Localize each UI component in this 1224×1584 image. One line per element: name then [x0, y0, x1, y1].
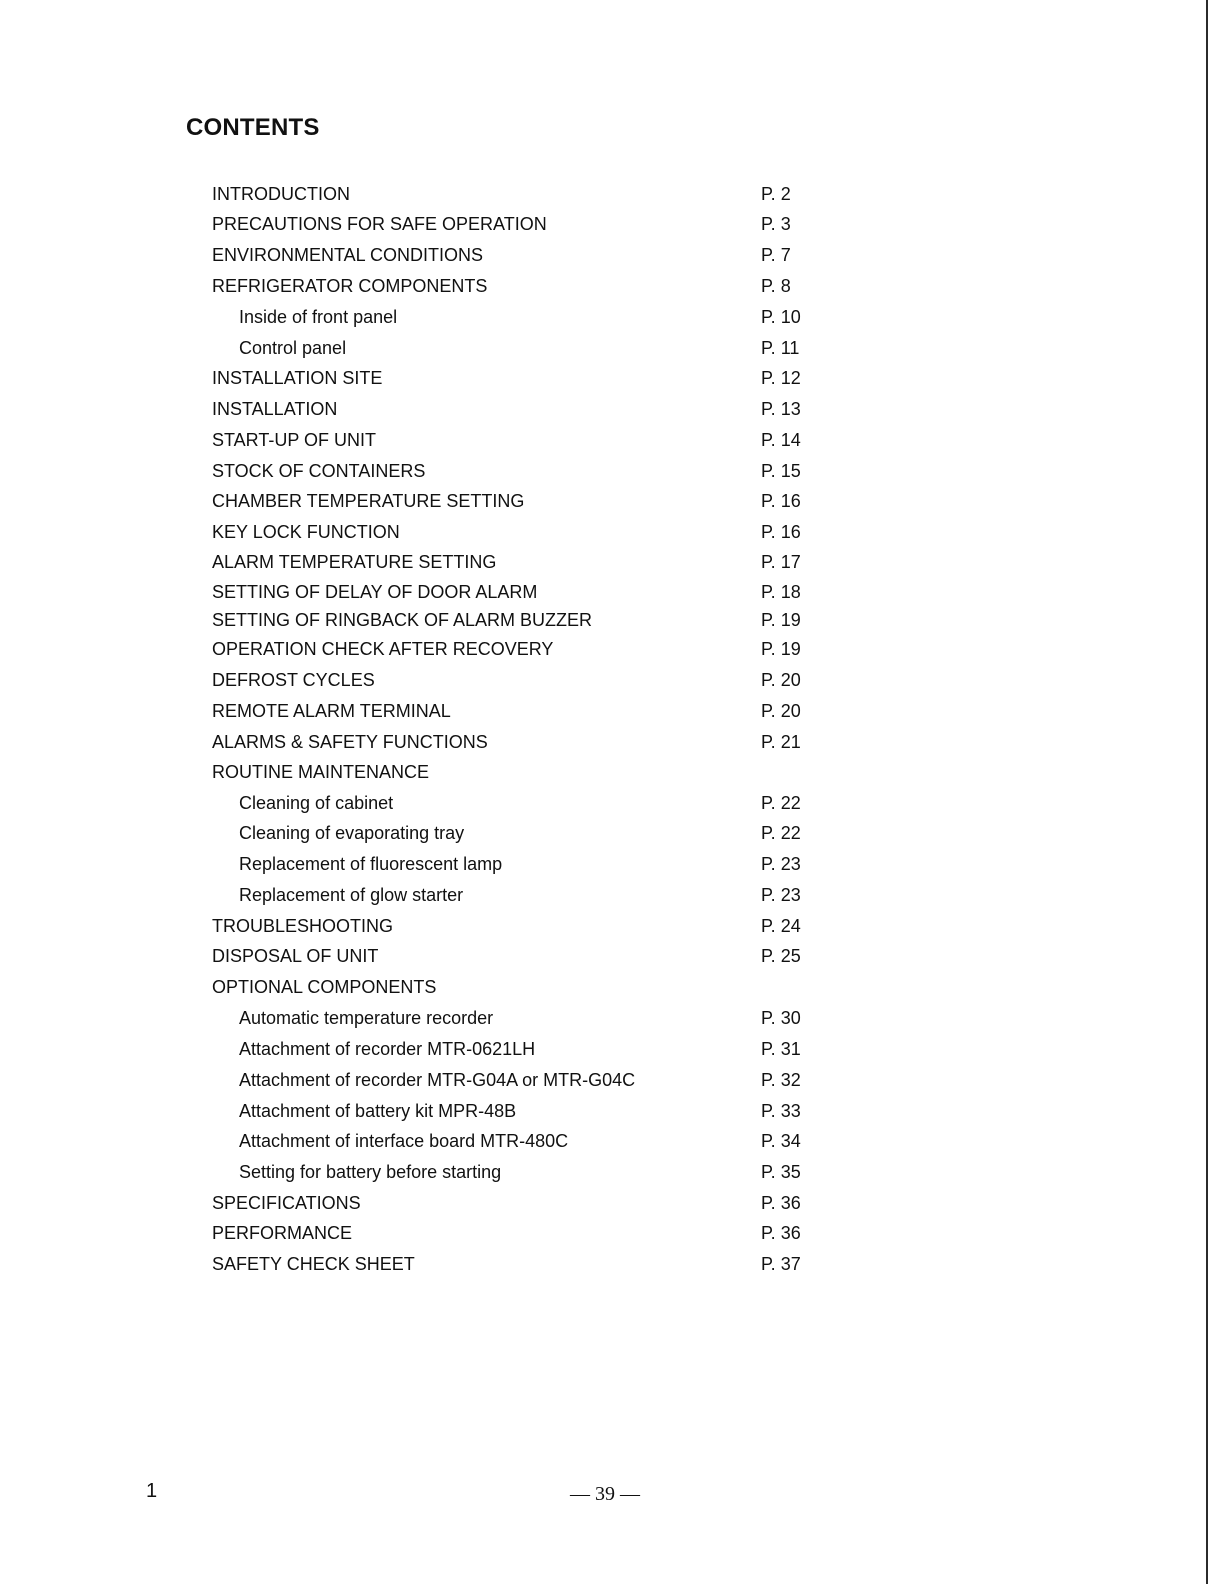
toc-entry-label: DISPOSAL OF UNIT	[212, 946, 379, 966]
toc-subentry	[0, 854, 1224, 878]
toc-subentry	[0, 307, 1224, 331]
toc-entry	[0, 762, 1224, 786]
toc-entry	[0, 245, 1224, 269]
toc-subentry	[0, 793, 1224, 817]
toc-entry	[0, 701, 1224, 725]
toc-entry-page: P. 30	[761, 1008, 801, 1028]
toc-subentry	[0, 338, 1224, 362]
toc-entry-label: INTRODUCTION	[212, 184, 350, 204]
toc-entry-page: P. 23	[761, 885, 801, 905]
toc-entry	[0, 276, 1224, 300]
toc-entry-label: Control panel	[239, 338, 347, 358]
toc-entry	[0, 491, 1224, 515]
toc-entry	[0, 639, 1224, 663]
toc-entry-label: Attachment of recorder MTR-0621LH	[239, 1039, 536, 1059]
toc-entry-page: P. 19	[761, 610, 801, 630]
toc-entry-label: REFRIGERATOR COMPONENTS	[212, 276, 488, 296]
toc-entry-page: P. 11	[761, 338, 800, 358]
toc-entry	[0, 368, 1224, 392]
toc-entry-page: P. 17	[761, 552, 801, 572]
toc-entry	[0, 1223, 1224, 1247]
toc-subentry	[0, 1039, 1224, 1063]
toc-entry-page: P. 20	[761, 670, 801, 690]
toc-entry-label: TROUBLESHOOTING	[212, 916, 394, 936]
page-title: CONTENTS	[186, 114, 320, 141]
toc-entry-page: P. 25	[761, 946, 801, 966]
toc-entry-page: P. 34	[761, 1131, 801, 1151]
toc-entry-label: Attachment of recorder MTR-G04A or MTR-G04C	[239, 1070, 636, 1090]
toc-entry-page: P. 23	[761, 854, 801, 874]
toc-entry-label: ROUTINE MAINTENANCE	[212, 762, 430, 782]
toc-entry-label: OPERATION CHECK AFTER RECOVERY	[212, 639, 554, 659]
toc-entry-label: SPECIFICATIONS	[212, 1193, 361, 1213]
toc-subentry	[0, 823, 1224, 847]
toc-entry-page: P. 10	[761, 307, 801, 327]
toc-entry-page: P. 8	[761, 276, 791, 296]
toc-entry-label: PRECAUTIONS FOR SAFE OPERATION	[212, 214, 547, 234]
toc-entry-label: REMOTE ALARM TERMINAL	[212, 701, 451, 721]
toc-entry-page: P. 36	[761, 1223, 801, 1243]
toc-entry-label: INSTALLATION SITE	[212, 368, 383, 388]
toc-entry-page: P. 33	[761, 1101, 801, 1121]
toc-entry-label: ALARM TEMPERATURE SETTING	[212, 552, 497, 572]
toc-entry-page: P. 22	[761, 793, 801, 813]
toc-entry-label: Attachment of battery kit MPR-48B	[239, 1101, 517, 1121]
toc-entry-label: CHAMBER TEMPERATURE SETTING	[212, 491, 525, 511]
toc-entry-label: KEY LOCK FUNCTION	[212, 522, 400, 542]
toc-subentry	[0, 1008, 1224, 1032]
toc-entry	[0, 670, 1224, 694]
toc-entry-page: P. 12	[761, 368, 801, 388]
toc-entry-page: P. 31	[761, 1039, 801, 1059]
toc-entry-label: PERFORMANCE	[212, 1223, 353, 1243]
toc-entry-page: P. 2	[761, 184, 791, 204]
page-number-left: 1	[146, 1480, 158, 1502]
toc-entry-label: SAFETY CHECK SHEET	[212, 1254, 415, 1274]
toc-entry-label: Replacement of glow starter	[239, 885, 464, 905]
toc-entry	[0, 1254, 1224, 1278]
toc-entry	[0, 522, 1224, 546]
toc-entry-page: P. 35	[761, 1162, 801, 1182]
toc-entry-label: SETTING OF RINGBACK OF ALARM BUZZER	[212, 610, 593, 630]
toc-entry-label: Setting for battery before starting	[239, 1162, 502, 1182]
toc-subentry	[0, 885, 1224, 909]
toc-entry	[0, 214, 1224, 238]
toc-entry-label: DEFROST CYCLES	[212, 670, 375, 690]
toc-entry-label: ALARMS & SAFETY FUNCTIONS	[212, 732, 488, 752]
toc-entry	[0, 610, 1224, 634]
toc-entry	[0, 582, 1224, 606]
toc-entry-label: Cleaning of cabinet	[239, 793, 394, 813]
toc-entry-page: P. 16	[761, 522, 801, 542]
toc-entry-page: P. 32	[761, 1070, 801, 1090]
toc-entry-page: P. 20	[761, 701, 801, 721]
toc-entry-label: Replacement of fluorescent lamp	[239, 854, 503, 874]
toc-entry-page: P. 37	[761, 1254, 801, 1274]
toc-subentry	[0, 1131, 1224, 1155]
toc-entry-page: P. 13	[761, 399, 801, 419]
toc-entry-page: P. 19	[761, 639, 801, 659]
toc-entry	[0, 552, 1224, 576]
toc-entry-label: Attachment of interface board MTR-480C	[239, 1131, 569, 1151]
toc-entry-label: SETTING OF DELAY OF DOOR ALARM	[212, 582, 538, 602]
toc-entry	[0, 399, 1224, 423]
toc-subentry	[0, 1101, 1224, 1125]
toc-entry-page: P. 7	[761, 245, 791, 265]
toc-entry	[0, 430, 1224, 454]
toc-entry-page: P. 16	[761, 491, 801, 511]
toc-entry-page: P. 22	[761, 823, 801, 843]
toc-entry-label: STOCK OF CONTAINERS	[212, 461, 426, 481]
toc-entry	[0, 1193, 1224, 1217]
toc-entry-label: Cleaning of evaporating tray	[239, 823, 465, 843]
toc-subentry	[0, 1070, 1224, 1094]
toc-subentry	[0, 1162, 1224, 1186]
toc-entry-page: P. 3	[761, 214, 791, 234]
toc-entry	[0, 916, 1224, 940]
toc-entry-page: P. 14	[761, 430, 801, 450]
toc-entry-label: Automatic temperature recorder	[239, 1008, 494, 1028]
toc-entry-label: INSTALLATION	[212, 399, 338, 419]
toc-entry-page: P. 24	[761, 916, 801, 936]
toc-entry	[0, 184, 1224, 208]
toc-entry	[0, 977, 1224, 1001]
page-number-center: — 39 —	[570, 1483, 640, 1505]
toc-entry-page: P. 18	[761, 582, 801, 602]
toc-entry-label: START-UP OF UNIT	[212, 430, 377, 450]
toc-entry-page: P. 36	[761, 1193, 801, 1213]
toc-entry-label: OPTIONAL COMPONENTS	[212, 977, 437, 997]
toc-entry	[0, 461, 1224, 485]
toc-entry-page: P. 15	[761, 461, 801, 481]
toc-entry-label: ENVIRONMENTAL CONDITIONS	[212, 245, 484, 265]
toc-entry	[0, 946, 1224, 970]
toc-entry-page: P. 21	[761, 732, 801, 752]
toc-entry-label: Inside of front panel	[239, 307, 398, 327]
toc-entry	[0, 732, 1224, 756]
